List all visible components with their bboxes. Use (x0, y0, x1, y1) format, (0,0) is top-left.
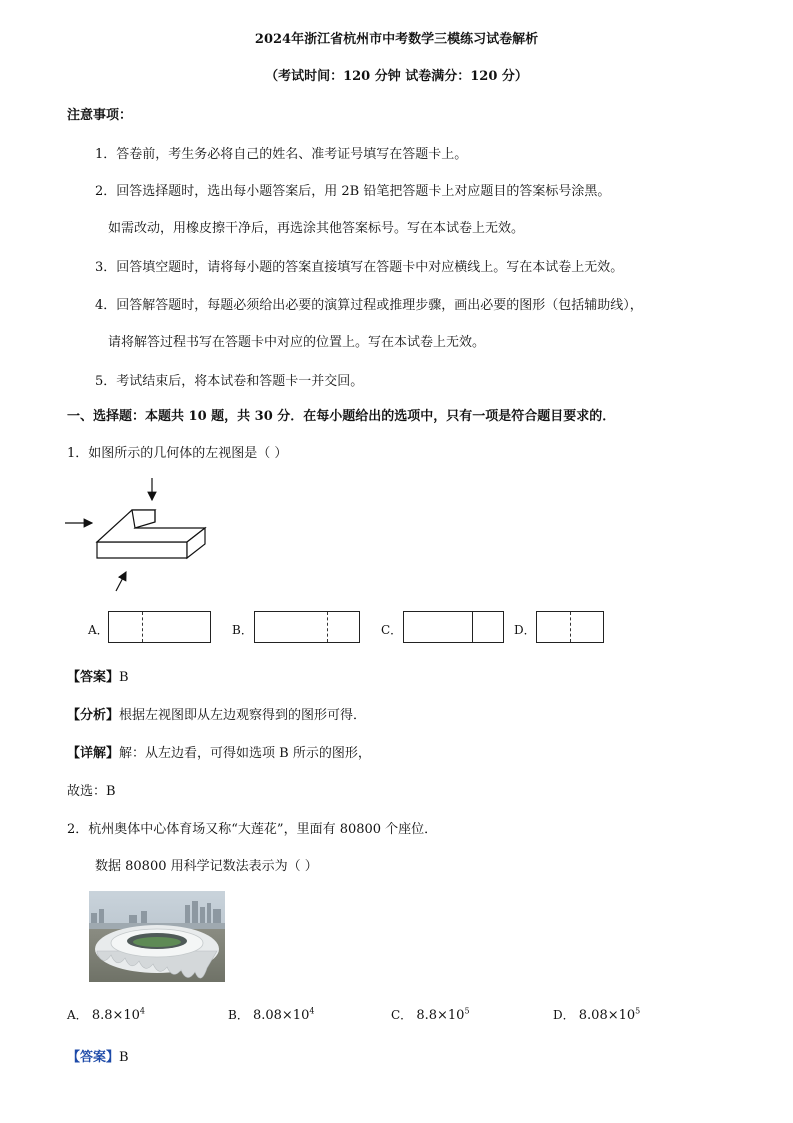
answer-row (67, 666, 129, 685)
question-2-sub: 数据 80800 用科学记数法表示为（ ） (95, 859, 318, 874)
option-a-label: A． (88, 623, 109, 637)
question-1-text: 1．如图所示的几何体的左视图是（ ） (67, 446, 288, 461)
note-item: 请将解答过程书写在答题卡中对应的位置上。写在本试卷上无效。 (108, 335, 486, 350)
option-b-label: B． (232, 623, 253, 637)
option-c-figure (403, 611, 504, 643)
q2-option-d-exp: 5 (635, 1006, 641, 1016)
detail-row (67, 742, 371, 761)
answer-label: 【答案】 (67, 670, 120, 685)
note-item: 4．回答解答题时，每题必须给出必要的演算过程或推理步骤，画出必要的图形（包括辅助线）， (95, 298, 643, 313)
note-item: 5．考试结束后，将本试卷和答题卡一并交回。 (95, 374, 364, 389)
q2-option-b-label: B． (228, 1008, 249, 1022)
note-item: 3．回答填空题时，请将每小题的答案直接填写在答题卡中对应横线上。写在本试卷上无效。 (95, 260, 624, 275)
q2-option-d-label: D． (553, 1008, 575, 1022)
q2-option-b-exp: 4 (309, 1006, 315, 1016)
q2-answer-label: 【答案】 (67, 1050, 120, 1065)
question-2-text: 2．杭州奥体中心体育场又称“大莲花”，里面有 80800 个座位． (67, 822, 438, 837)
q2-option-d (553, 1006, 640, 1023)
q2-answer-row (67, 1046, 129, 1065)
option-b-figure (254, 611, 360, 643)
front-view-arrow (116, 572, 126, 591)
stadium-photo (89, 891, 225, 982)
analysis-text: 根据左视图即从左边观察得到的图形可得． (119, 708, 367, 723)
page-title: 2024年浙江省杭州市中考数学三模练习试卷解析 (254, 32, 539, 47)
section-heading: 一、选择题：本题共 10 题，共 30 分．在每小题给出的选项中，只有一项是符合题目要求的． (67, 409, 616, 424)
note-item: 如需改动，用橡皮擦干净后，再选涂其他答案标号。写在本试卷上无效。 (108, 221, 525, 236)
q2-option-d-mantissa: 8.08×10 (578, 1008, 636, 1023)
choose-text: 故选：B (67, 784, 116, 799)
option-d-label: D． (514, 623, 536, 637)
q2-option-a (67, 1006, 145, 1023)
q2-option-c-label: C． (391, 1008, 413, 1022)
option-d-figure (536, 611, 604, 643)
notes-heading: 注意事项： (67, 108, 133, 123)
q2-option-a-label: A． (67, 1008, 88, 1022)
q2-option-b-mantissa: 8.08×10 (252, 1008, 310, 1023)
detail-text: 解：从左边看，可得如选项 B 所示的图形， (119, 746, 371, 761)
geometry-figure (60, 470, 210, 600)
note-item: 2．回答选择题时，选出每小题答案后，用 2B 铅笔把答题卡上对应题目的答案标号涂黑。 (95, 184, 611, 199)
detail-label: 【详解】 (67, 746, 120, 761)
q2-option-a-mantissa: 8.8×10 (91, 1008, 140, 1023)
option-a-figure (108, 611, 211, 643)
option-c-label: C． (381, 623, 403, 637)
q2-option-c-mantissa: 8.8×10 (416, 1008, 465, 1023)
q2-option-a-exp: 4 (139, 1006, 146, 1016)
note-item: 1．答卷前，考生务必将自己的姓名、准考证号填写在答题卡上。 (95, 147, 468, 162)
q2-answer-value: B (119, 1050, 129, 1065)
exam-info: （考试时间：120 分钟 试卷满分：120 分） (265, 69, 528, 84)
q2-option-c (391, 1006, 470, 1023)
q2-option-b (228, 1006, 314, 1023)
analysis-row (67, 704, 366, 723)
analysis-label: 【分析】 (67, 708, 120, 723)
answer-value: B (119, 670, 129, 685)
q2-option-c-exp: 5 (464, 1006, 470, 1016)
